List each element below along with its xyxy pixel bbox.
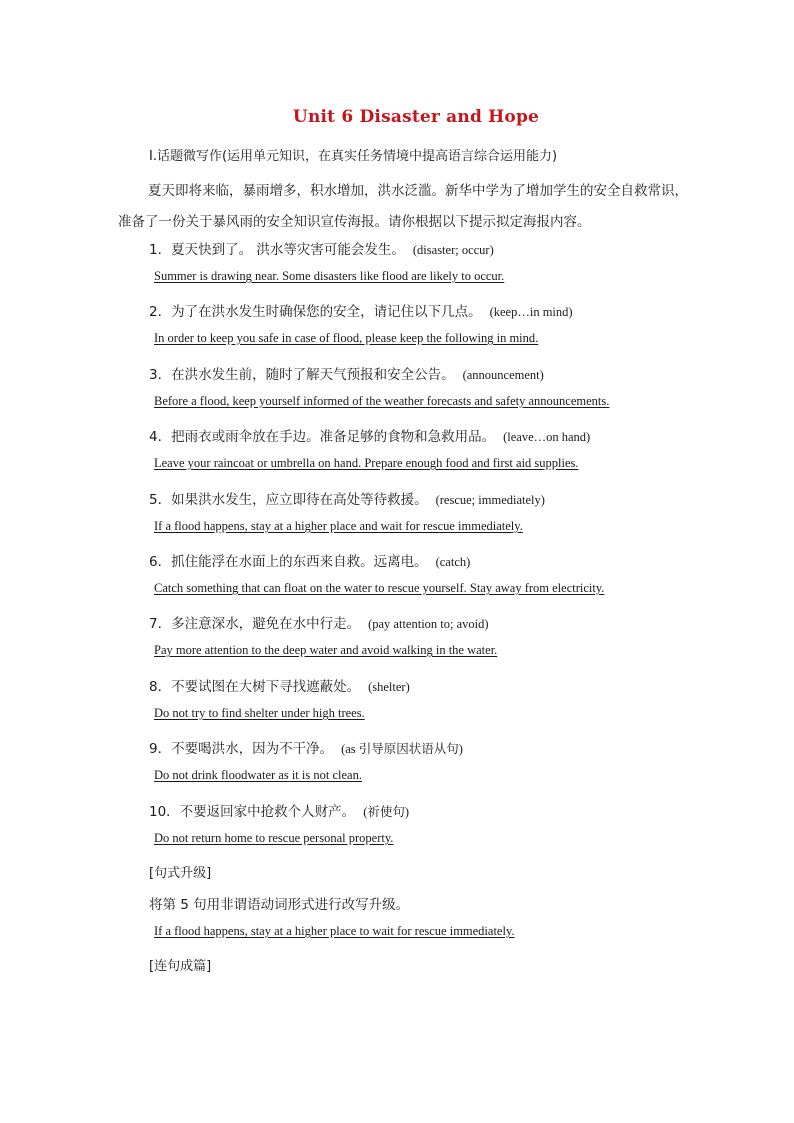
question-hint: (shelter) — [368, 680, 410, 694]
question-9 — [149, 737, 463, 757]
question-text: 6．抓住能浮在水面上的东西来自救。远离电。 — [149, 554, 428, 570]
question-8 — [149, 675, 410, 695]
question-hint: (as 引导原因状语从句) — [341, 742, 463, 756]
question-3 — [149, 363, 544, 383]
question-hint: (disaster; occur) — [412, 243, 494, 257]
question-text: 4．把雨衣或雨伞放在手边。准备足够的食物和急救用品。 — [149, 429, 496, 445]
answer-5: If a flood happens, stay at a higher place and wait for rescue immediately. — [154, 519, 523, 533]
question-4 — [149, 425, 590, 445]
task-intro: 夏天即将来临，暴雨增多，积水增加，洪水泛滥。新华中学为了增加学生的安全自救常识，准备了一份关于暴风雨的安全知识宣传海报。请你根据以下提示拟定海报内容。 — [118, 183, 688, 230]
question-text: 1．夏天快到了。 洪水等灾害可能会发生。 — [149, 242, 405, 258]
question-5 — [149, 488, 545, 508]
question-hint: (祈使句) — [363, 805, 410, 819]
question-text: 10．不要返回家中抢救个人财产。 — [149, 804, 356, 820]
answer-9: Do not drink floodwater as it is not clean. — [154, 768, 362, 782]
question-10 — [149, 800, 409, 820]
section-heading: Ⅰ.话题微写作(运用单元知识，在真实任务情境中提高语言综合运用能力) — [149, 149, 558, 164]
question-text: 2．为了在洪水发生时确保您的安全，请记住以下几点。 — [149, 304, 482, 320]
answer-4: Leave your raincoat or umbrella on hand. Prepare enough food and first aid supplies. — [154, 456, 579, 470]
question-hint: (leave…on hand) — [503, 430, 591, 444]
question-6 — [149, 550, 470, 570]
answer-8: Do not try to find shelter under high trees. — [154, 706, 365, 720]
paragraph-heading: [连句成篇] — [149, 959, 212, 974]
answer-1: Summer is drawing near. Some disasters like flood are likely to occur. — [154, 269, 505, 283]
answer-7: Pay more attention to the deep water and avoid walking in the water. — [154, 643, 498, 657]
upgrade-answer: If a flood happens, stay at a higher place to wait for rescue immediately. — [154, 924, 515, 938]
question-text: 9．不要喝洪水，因为不干净。 — [149, 741, 334, 757]
unit-title: Unit 6 Disaster and Hope — [292, 107, 540, 127]
question-1 — [149, 238, 494, 258]
question-text: 3．在洪水发生前，随时了解天气预报和安全公告。 — [149, 367, 455, 383]
question-text: 8．不要试图在大树下寻找遮蔽处。 — [149, 679, 361, 695]
question-hint: (rescue; immediately) — [435, 493, 545, 507]
answer-3: Before a flood, keep yourself informed of the weather forecasts and safety announcements. — [154, 394, 610, 408]
question-2 — [149, 300, 573, 320]
question-hint: (pay attention to; avoid) — [368, 617, 489, 631]
question-hint: (catch) — [435, 555, 471, 569]
answer-2: In order to keep you safe in case of flood, please keep the following in mind. — [154, 331, 539, 345]
question-7 — [149, 612, 489, 632]
answer-10: Do not return home to rescue personal property. — [154, 831, 394, 845]
question-text: 5．如果洪水发生，应立即待在高处等待救援。 — [149, 492, 428, 508]
upgrade-heading: [句式升级] — [149, 866, 212, 881]
question-text: 7．多注意深水，避免在水中行走。 — [149, 616, 361, 632]
answer-6: Catch something that can float on the water to rescue yourself. Stay away from electricity. — [154, 581, 605, 595]
upgrade-prompt: 将第 5 句用非谓语动词形式进行改写升级。 — [149, 897, 410, 913]
question-hint: (keep…in mind) — [489, 305, 573, 319]
question-hint: (announcement) — [462, 368, 544, 382]
